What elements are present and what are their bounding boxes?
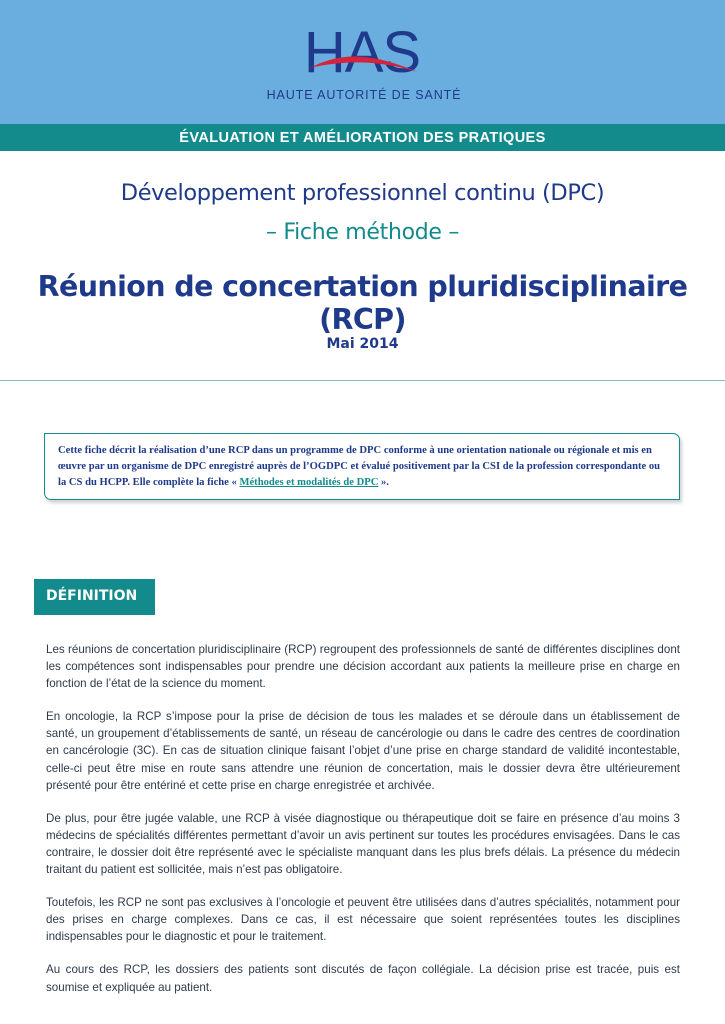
divider — [0, 380, 725, 381]
paragraph-2: En oncologie, la RCP s’impose pour la prise de décision de tous les malades et se déroule dans un établissement de santé, un groupement d’établissements de santé, un réseau de cancérologie ou dans le cadre des centres de coordination en cancérologie (3C). En cas de situation clinique faisant l’objet d’une prise en charge standard de validité incontestable, celle-ci peut être mise en route sans attendre une réunion de concertation, mais le dossier devra être ultérieurement présenté pour être entériné et cette prise en charge enregistrée et archivée. — [46, 710, 680, 792]
paragraph-1: Les réunions de concertation pluridisciplinaire (RCP) regroupent des professionnels de santé de différentes disciplines dont les compétences sont indispensables pour prendre une décision accordant aux patients la meilleure prise en charge en fonction de l’état de la science du moment. — [46, 643, 680, 691]
paragraph-4: Toutefois, les RCP ne sont pas exclusives à l’oncologie et peuvent être utilisées dans d’autres spécialités, notamment pour des prises en charge complexes. Dans ce cas, il est nécessaire que soient représentées toutes les disciplines indispensables pour le diagnostic et pour le traitement. — [46, 896, 680, 944]
category-banner — [0, 124, 725, 151]
has-logo — [300, 18, 424, 84]
logo-text: HAS — [303, 20, 421, 84]
category-banner-text: ÉVALUATION ET AMÉLIORATION DES PRATIQUES — [179, 130, 546, 146]
doc-title-line2: – Fiche méthode – — [265, 220, 460, 245]
header-band — [0, 0, 725, 124]
definition-body — [46, 641, 680, 1012]
intro-text-after-link: ». — [378, 477, 389, 488]
intro-text — [58, 443, 670, 491]
methodes-link[interactable]: Méthodes et modalités de DPC — [239, 477, 379, 488]
doc-main-title: Réunion de concertation pluridisciplinaire (RCP) — [37, 270, 688, 336]
paragraph-3: De plus, pour être jugée valable, une RCP à visée diagnostique ou thérapeutique doit se faire en présence d’au moins 3 médecins de spécialités différentes permettant d’avoir un avis pertinent sur toutes les procédures envisagées. Dans le cas contraire, le dossier doit être représenté avec le spécialiste manquant dans les plus brefs délais. La présence du médecin traitant du patient est sollicitée, mais n’est pas obligatoire. — [46, 811, 680, 877]
doc-date: Mai 2014 — [326, 336, 399, 352]
intro-text-before-link: Cette fiche décrit la réalisation d’une RCP dans un programme de DPC conforme à une orientation nationale ou régionale et mis en œuvre par un organisme de DPC enregistré auprès de l’OGDPC et évalué positivement par la CSI de la profession correspondante ou la CS du HCPP. Elle complète la fiche « — [58, 445, 661, 488]
intro-box — [44, 433, 680, 500]
logo-subtitle: HAUTE AUTORITÉ DE SANTÉ — [266, 88, 462, 102]
paragraph-5: Au cours des RCP, les dossiers des patients sont discutés de façon collégiale. La décision prise est tracée, puis est soumise et expliquée au patient. — [46, 963, 680, 994]
section-title: DÉFINITION — [46, 588, 138, 604]
doc-title-line1: Développement professionnel continu (DPC) — [120, 180, 605, 206]
section-header-definition — [34, 579, 155, 615]
